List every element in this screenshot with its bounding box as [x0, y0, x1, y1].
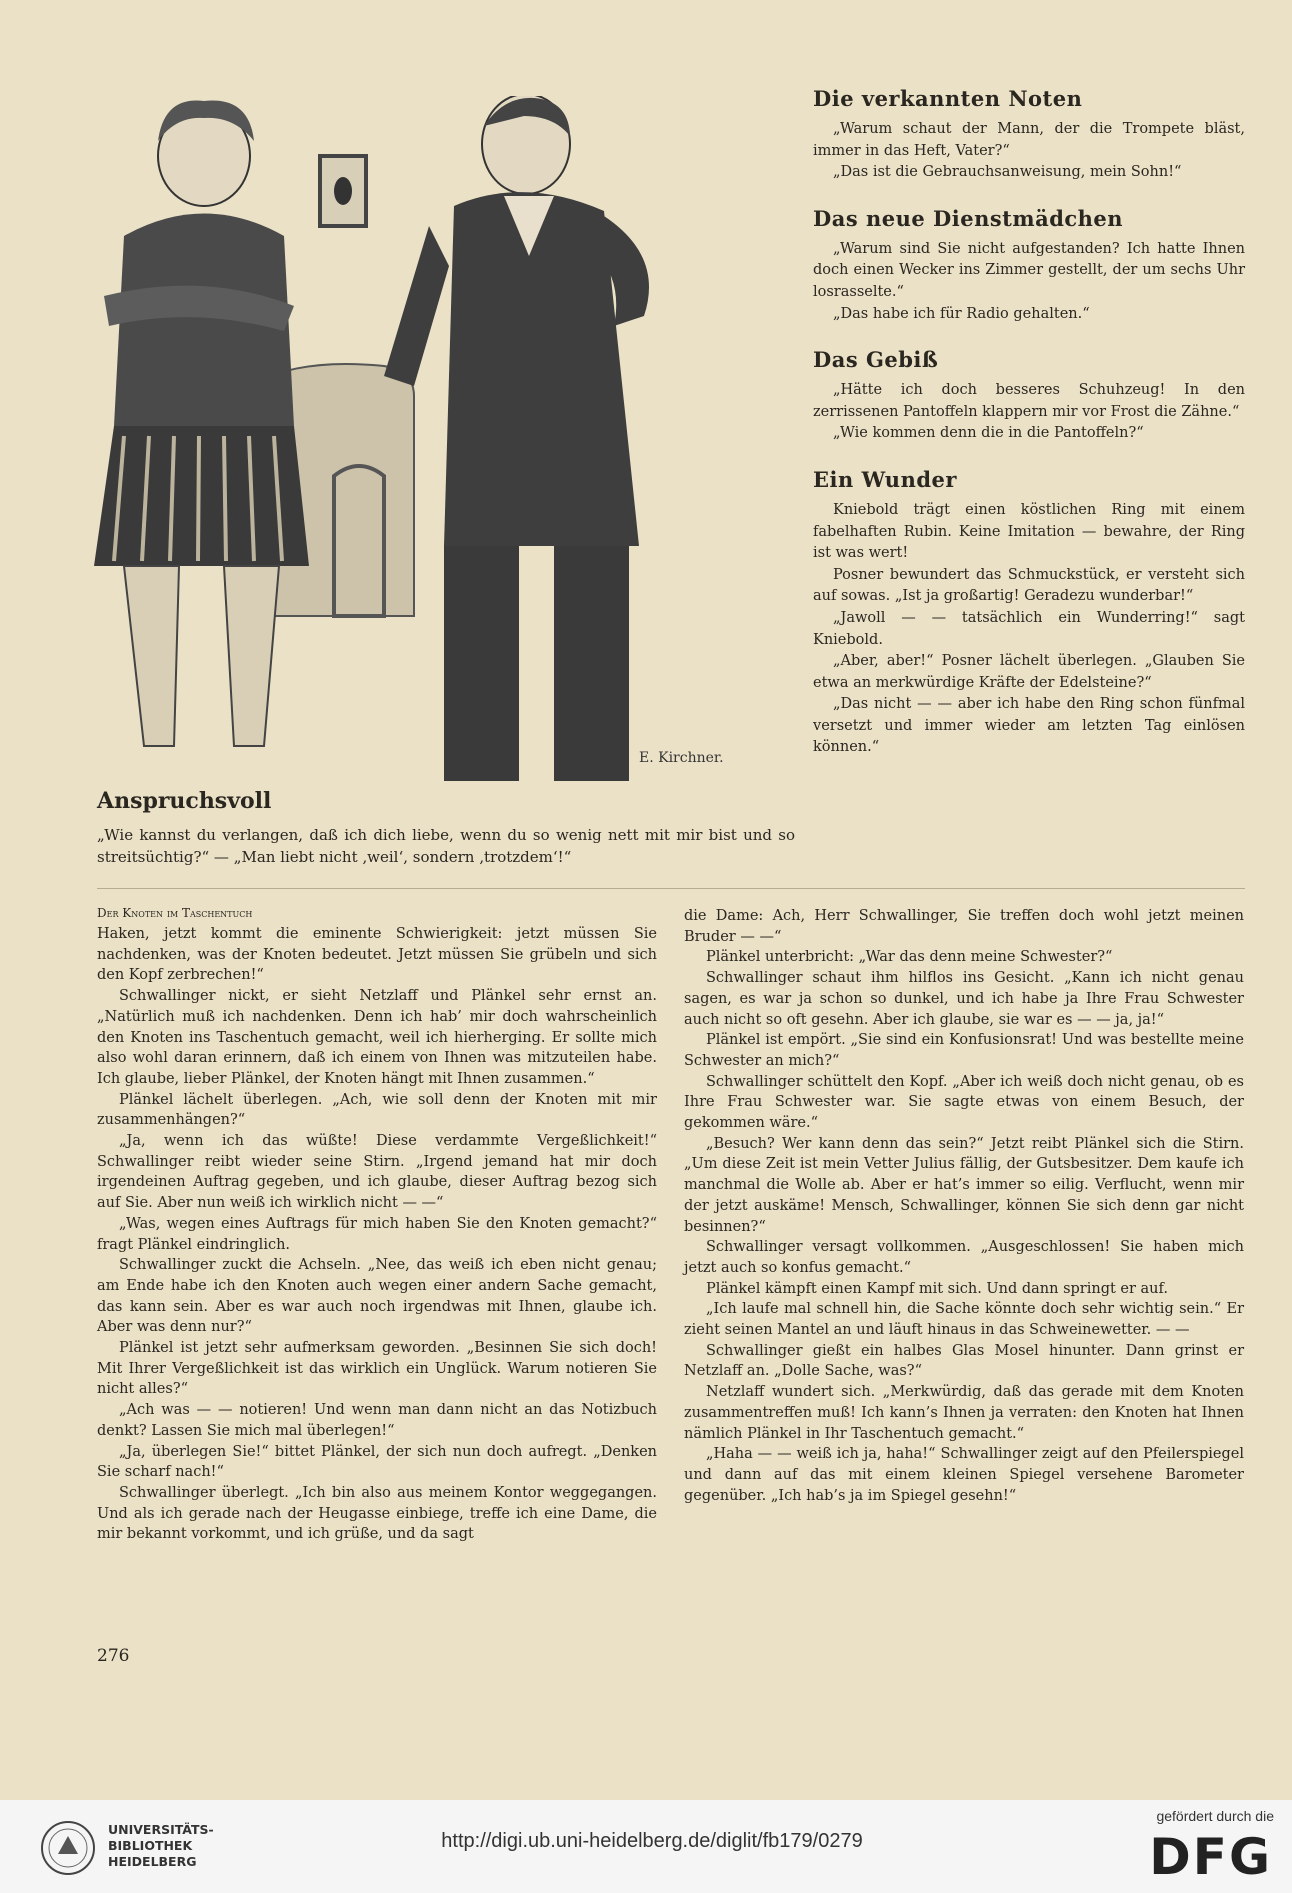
story-paragraph: Plänkel lächelt überlegen. „Ach, wie soll denn der Knoten mit mir zusammenhängen?“	[97, 1091, 657, 1129]
story-paragraph: Haken, jetzt kommt die eminente Schwierigkeit: jetzt müssen Sie nachdenken, was der Knoten bedeutet. Jetzt müssen Sie grübeln und sich den Kopf zerbrechen!“	[97, 926, 657, 984]
story-paragraph: die Dame: Ach, Herr Schwallinger, Sie treffen doch wohl jetzt meinen Bruder — —“	[684, 908, 1244, 945]
joke-title: Die verkannten Noten	[813, 86, 1083, 111]
man-figure	[384, 96, 649, 781]
story-paragraph: Schwallinger gießt ein halbes Glas Mosel hinunter. Dann grinst er Netzlaff an. „Dolle Sache, was?“	[684, 1342, 1244, 1380]
footer-bar	[0, 1800, 1292, 1893]
running-head: Der Knoten im Taschentuch	[97, 906, 253, 920]
story-paragraph: „Haha — — weiß ich ja, haha!“ Schwallinger zeigt auf den Pfeilerspiegel und dann auf das mit einem kleinen Spiegel versehene Barometer gegenüber. „Ich hab’s ja im Spiegel gesehn!“	[684, 1446, 1244, 1504]
university-logo[interactable]	[40, 1820, 214, 1876]
story-paragraph: Schwallinger zuckt die Achseln. „Nee, das weiß ich eben nicht genau; am Ende habe ich den Knoten auch wegen einer andern Sache gemacht, das kann sein. Aber es war auch noch irgendwas mit Ihnen, glaube ich. Aber was denn nur?“	[97, 1257, 657, 1336]
story-paragraph: Schwallinger überlegt. „Ich bin also aus meinem Kontor weggegangen. Und als ich gerade nach der Heugasse einbiege, treffe ich eine Dame, die mir bekannt vorkommt, und ich grüße, und da sagt	[97, 1484, 657, 1543]
joke-paragraph: „Jawoll — — tatsächlich ein Wunderring!“ sagt Kniebold.	[813, 609, 1245, 648]
caption-title: Anspruchsvoll	[97, 788, 272, 814]
funded-by-text: gefördert durch die	[1156, 1808, 1274, 1824]
joke-title: Das Gebiß	[813, 347, 939, 373]
story-paragraph: Schwallinger schüttelt den Kopf. „Aber ich weiß doch nicht genau, ob es Ihre Frau Schwester war. Sie sagte etwas von einem Besuch, der gekommen wäre.“	[684, 1073, 1244, 1132]
story-column-right	[684, 906, 1244, 1506]
dfg-logo[interactable]: DFG	[1149, 1828, 1272, 1886]
joke-paragraph: „Warum schaut der Mann, der die Trompete bläst, immer in das Heft, Vater?“	[813, 121, 1245, 159]
section-divider	[97, 888, 1245, 889]
library-seal-icon	[40, 1820, 96, 1876]
story-paragraph: „Besuch? Wer kann denn das sein?“ Jetzt reibt Plänkel sich die Stirn. „Um diese Zeit ist mein Vetter Julius fällig, der Gutsbesitzer. Dem kaufe ich manchmal die Wolle ab. Aber er hat’s immer so eilig. Verflucht, wenn mir der jetzt auskäme! Mensch, Schwallinger, können Sie sich denn gar nicht besinnen?“	[684, 1135, 1244, 1235]
story-column-left	[97, 906, 657, 1545]
joke-title: Das neue Dienstmädchen	[813, 205, 1124, 231]
story-paragraph: „Ich laufe mal schnell hin, die Sache könnte doch sehr wichtig sein.“ Er zieht seinen Mantel an und läuft hinaus in das Schweinewetter. — —	[684, 1301, 1244, 1339]
joke-block	[813, 467, 1245, 759]
story-paragraph: „Ach was — — notieren! Und wenn man dann nicht an das Notizbuch denkt? Lassen Sie mich mal überlegen!“	[97, 1402, 657, 1439]
joke-paragraph: Posner bewundert das Schmuckstück, er versteht sich auf sowas. „Ist ja großartig! Geradezu wunderbar!“	[813, 566, 1245, 605]
page-number: 276	[97, 1646, 130, 1666]
joke-paragraph: Kniebold trägt einen köstlichen Ring mit einem fabelhaften Rubin. Keine Imitation — bewahre, der Ring ist was wert!	[813, 501, 1245, 562]
joke-paragraph: „Hätte ich doch besseres Schuhzeug! In den zerrissenen Pantoffeln klappern mir vor Frost die Zähne.“	[813, 382, 1245, 420]
source-url[interactable]: http://digi.ub.uni-heidelberg.de/diglit/fb179/0279	[441, 1830, 863, 1852]
joke-paragraph: „Das ist die Gebrauchsanweisung, mein Sohn!“	[833, 164, 1182, 181]
joke-block	[813, 206, 1245, 325]
story-paragraph: Plänkel unterbricht: „War das denn meine Schwester?“	[706, 949, 1113, 966]
joke-block	[813, 347, 1245, 445]
joke-paragraph: „Das nicht — — aber ich habe den Ring schon fünfmal versetzt und immer wieder am letzten Tag einlösen können.“	[813, 696, 1245, 756]
story-paragraph: „Ja, überlegen Sie!“ bittet Plänkel, der sich nun doch aufregt. „Denken Sie scharf nach!“	[97, 1443, 657, 1481]
story-paragraph: „Ja, wenn ich das wüßte! Diese verdammte Vergeßlichkeit!“ Schwallinger reibt wieder seine Stirn. „Irgend jemand hat mir doch irgendeinen Auftrag gegeben, und ich glaube, dieser Auftrag bezog sich auf Sie. Aber nun weiß ich wirklich nicht — —“	[97, 1133, 657, 1212]
story-paragraph: Netzlaff wundert sich. „Merkwürdig, daß das gerade mit dem Knoten zusammentreffen muß! Ich kann’s Ihnen ja verraten: den Knoten hat Ihnen nämlich Plänkel in Ihr Taschentuch gemacht.“	[684, 1384, 1244, 1442]
story-paragraph: „Was, wegen eines Auftrags für mich haben Sie den Knoten gemacht?“ fragt Plänkel eindringlich.	[97, 1215, 657, 1253]
joke-paragraph: „Wie kommen denn die in die Pantoffeln?“	[833, 425, 1144, 442]
joke-paragraph: „Warum sind Sie nicht aufgestanden? Ich hatte Ihnen doch einen Wecker ins Zimmer gestellt, der um sechs Uhr losrasselte.“	[813, 240, 1245, 300]
story-paragraph: Plänkel ist empört. „Sie sind ein Konfusionsrat! Und was bestellte meine Schwester an mich?“	[684, 1032, 1244, 1069]
story-paragraph: Plänkel kämpft einen Kampf mit sich. Und dann springt er auf.	[706, 1280, 1168, 1297]
woman-figure	[94, 101, 309, 747]
story-paragraph: Schwallinger schaut ihm hilflos ins Gesicht. „Kann ich nicht genau sagen, es war ja schon so dunkel, und ich habe ja Ihre Frau Schwester auch nicht so oft gesehn. Aber ich glaube, sie war es — — ja, ja!“	[684, 970, 1244, 1028]
story-paragraph: Schwallinger versagt vollkommen. „Ausgeschlossen! Sie haben mich jetzt auch so konfus gemacht.“	[684, 1239, 1244, 1276]
story-paragraph: Plänkel ist jetzt sehr aufmerksam geworden. „Besinnen Sie sich doch! Mit Ihrer Vergeßlichkeit ist das wirklich ein Unglück. Warum notieren Sie nicht alles?“	[97, 1340, 657, 1398]
artist-signature: E. Kirchner.	[639, 750, 724, 766]
cartoon-drawing	[84, 96, 796, 788]
joke-paragraph: „Das habe ich für Radio gehalten.“	[833, 305, 1090, 322]
story-paragraph: Schwallinger nickt, er sieht Netzlaff und Plänkel sehr ernst an. „Natürlich muß ich nachdenken. Denn ich hab’ mir doch wahrscheinlich den Knoten ins Taschentuch gemacht, weil ich hierherging. Er sollte mich also wohl daran erinnern, daß ich einem von Ihnen was mitzuteilen habe. Ich glaube, lieber Plänkel, der Knoten hängt mit Ihnen zusammen.“	[97, 988, 657, 1087]
joke-title: Ein Wunder	[813, 466, 957, 492]
cartoon-illustration	[84, 96, 796, 788]
joke-paragraph: „Aber, aber!“ Posner lächelt überlegen. „Glauben Sie etwa an merkwürdige Kräfte der Edelsteine?“	[813, 653, 1245, 691]
caption-text: „Wie kannst du verlangen, daß ich dich liebe, wenn du so wenig nett mit mir bist und so streitsüchtig?“ — „Man liebt nicht ‚weil‘, sondern ‚trotzdem‘!“	[97, 826, 795, 866]
jokes-column	[813, 86, 1245, 781]
logo-text: UNIVERSITÄTS- BIBLIOTHEK HEIDELBERG	[108, 1822, 214, 1869]
joke-block	[813, 86, 1245, 184]
